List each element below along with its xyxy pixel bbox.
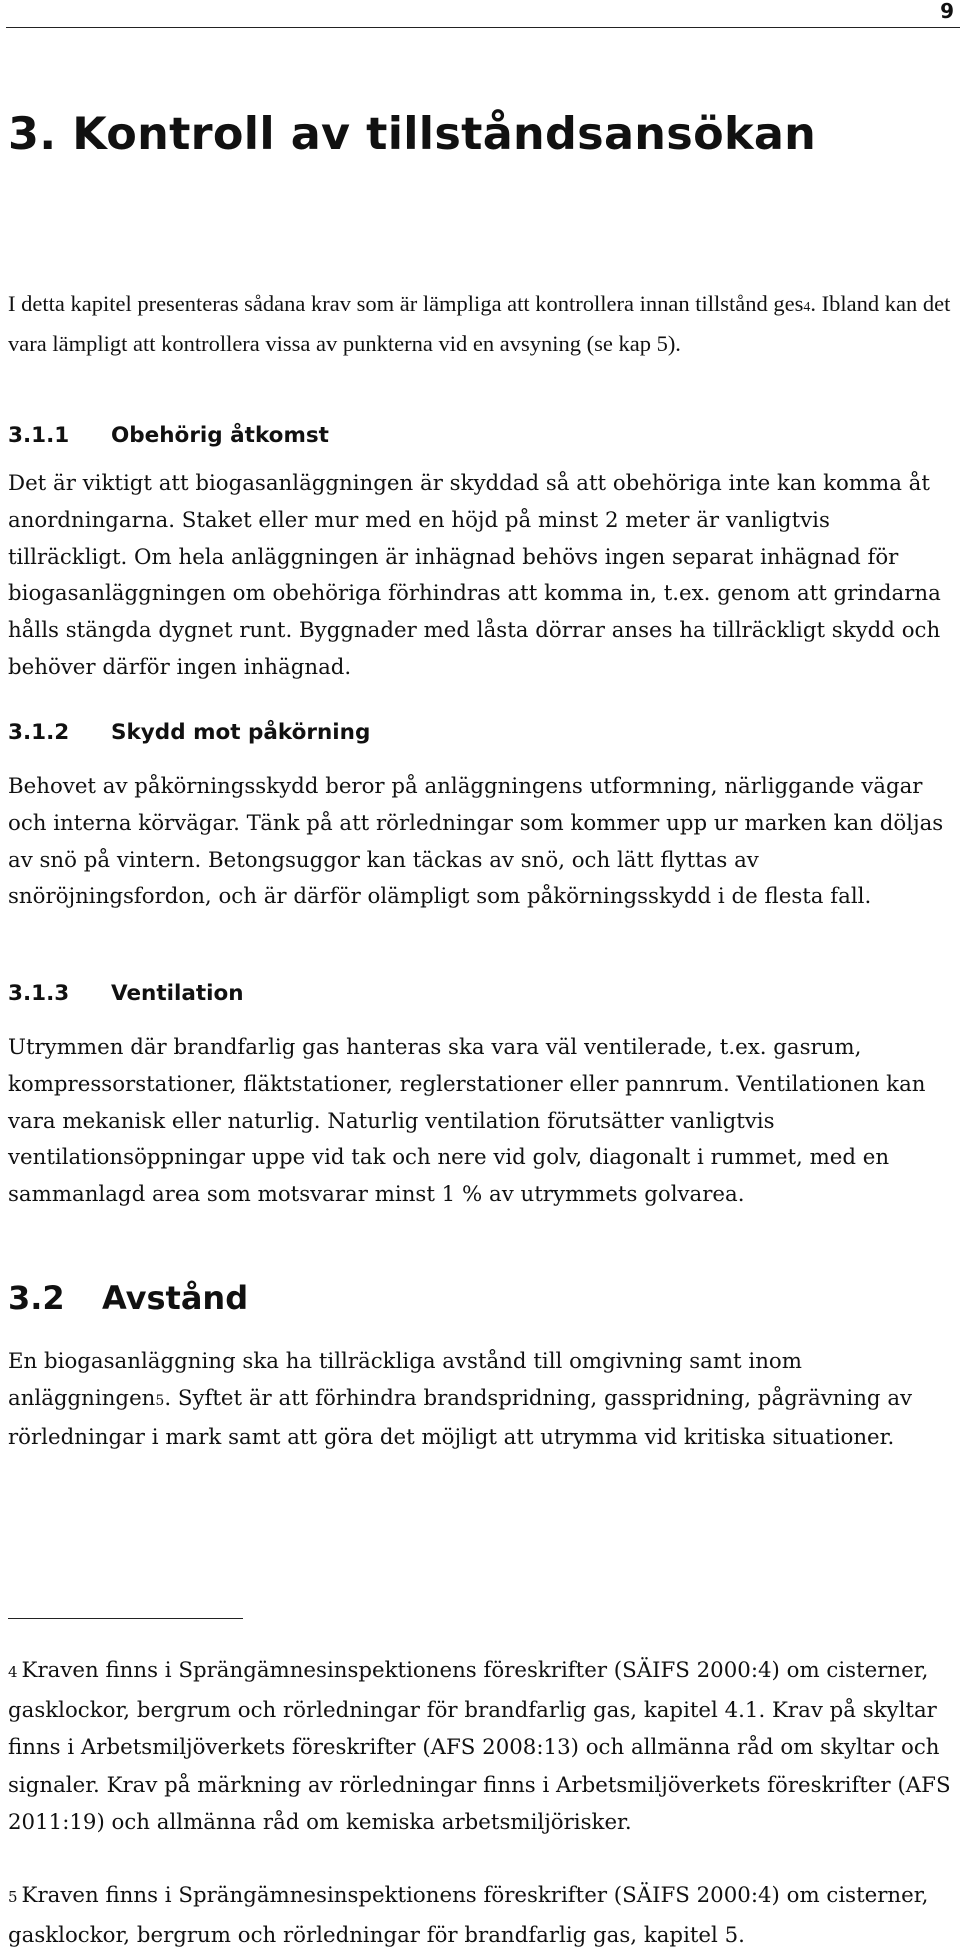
paragraph-avstand [8,1344,953,1456]
footnote-5 [8,1877,953,1954]
intro-text-start: I detta kapitel presenteras sådana krav som är lämpliga att kontrollera innan tillstånd ges [8,291,804,316]
heading-number: 3.2 [8,1279,65,1317]
avstand-text-start: En biogasanläggning ska ha tillräckliga avstånd till omgivning samt inom anläggningen [8,1349,802,1411]
footnote-ref-5: 5 [155,1392,165,1409]
footnote-rule [8,1618,243,1619]
footnote-ref-4: 4 [803,300,811,315]
page-header-rule [6,27,960,28]
footnote-text: Kraven finns i Sprängämnesinspektionens föreskrifter (SÄIFS 2000:4) om cisterner, gasklockor, bergrum och rörledningar för brandfarlig gas, kapitel 5. [8,1883,929,1948]
heading-title: Avstånd [102,1279,249,1317]
paragraph-obehorig-atkomst: Det är viktigt att biogasanläggningen är skyddad så att obehöriga inte kan komma åt anordningarna. Staket eller mur med en höjd på minst 2 meter är vanligtvis tillräckligt. Om hela anläggningen är inhägnad behövs ingen separat inhägnad för biogasanläggningen om obehöriga förhindras att komma in, t.ex. genom att grindarna hålls stängda dygnet runt. Byggnader med låsta dörrar anses ha tillräckligt skydd och behöver därför ingen inhägnad. [8,471,941,680]
paragraph-skydd-mot-pakorning: Behovet av påkörningsskydd beror på anläggningens utformning, närliggande vägar och interna körvägar. Tänk på att rörledningar som kommer upp ur marken kan döljas av snö på vintern. Betongsuggor kan täckas av snö, och lätt flyttas av snöröjningsfordon, och är därför olämpligt som påkörningsskydd i de flesta fall. [8,774,944,910]
intro-text-end: . Ibland kan det vara lämpligt att kontrollera vissa av punkterna vid en avsyning (se kap 5). [8,291,951,356]
heading-title: Obehörig åtkomst [111,423,329,448]
footnote-mark: 4 [8,1663,18,1681]
footnote-4 [8,1652,953,1842]
heading-obehorig-atkomst [8,421,329,451]
heading-avstand [8,1276,248,1320]
page-number: 9 [940,0,954,23]
chapter-title: 3. Kontroll av tillståndsansökan [8,109,817,160]
heading-skydd-mot-pakorning [8,718,370,748]
heading-title: Skydd mot påkörning [111,720,371,745]
intro-paragraph [8,286,953,362]
heading-number: 3.1.3 [8,981,70,1006]
heading-number: 3.1.2 [8,720,70,745]
heading-ventilation [8,979,244,1009]
heading-number: 3.1.1 [8,423,70,448]
footnote-mark: 5 [8,1888,18,1906]
avstand-text-end: . Syftet är att förhindra brandspridning, gasspridning, pågrävning av rörledningar i mark samt att göra det möjligt att utrymma vid kritiska situationer. [8,1385,913,1450]
paragraph-ventilation: Utrymmen där brandfarlig gas hanteras ska vara väl ventilerade, t.ex. gasrum, kompressorstationer, fläktstationer, reglerstationer eller pannrum. Ventilationen kan vara mekanisk eller naturlig. Naturlig ventilation förutsätter vanligtvis ventilationsöppningar uppe vid tak och nere vid golv, diagonalt i rummet, med en sammanlagd area som motsvarar minst 1 % av utrymmets golvarea. [8,1035,926,1208]
heading-title: Ventilation [111,981,244,1006]
footnote-text: Kraven finns i Sprängämnesinspektionens föreskrifter (SÄIFS 2000:4) om cisterner, gasklockor, bergrum och rörledningar för brandfarlig gas, kapitel 4.1. Krav på skyltar finns i Arbetsmiljöverkets föreskrifter (AFS 2008:13) och allmänna råd om skyltar och signaler. Krav på märkning av rörledningar finns i Arbetsmiljöverkets föreskrifter (AFS 2011:19) och allmänna råd om kemiska arbetsmiljörisker. [8,1658,951,1835]
